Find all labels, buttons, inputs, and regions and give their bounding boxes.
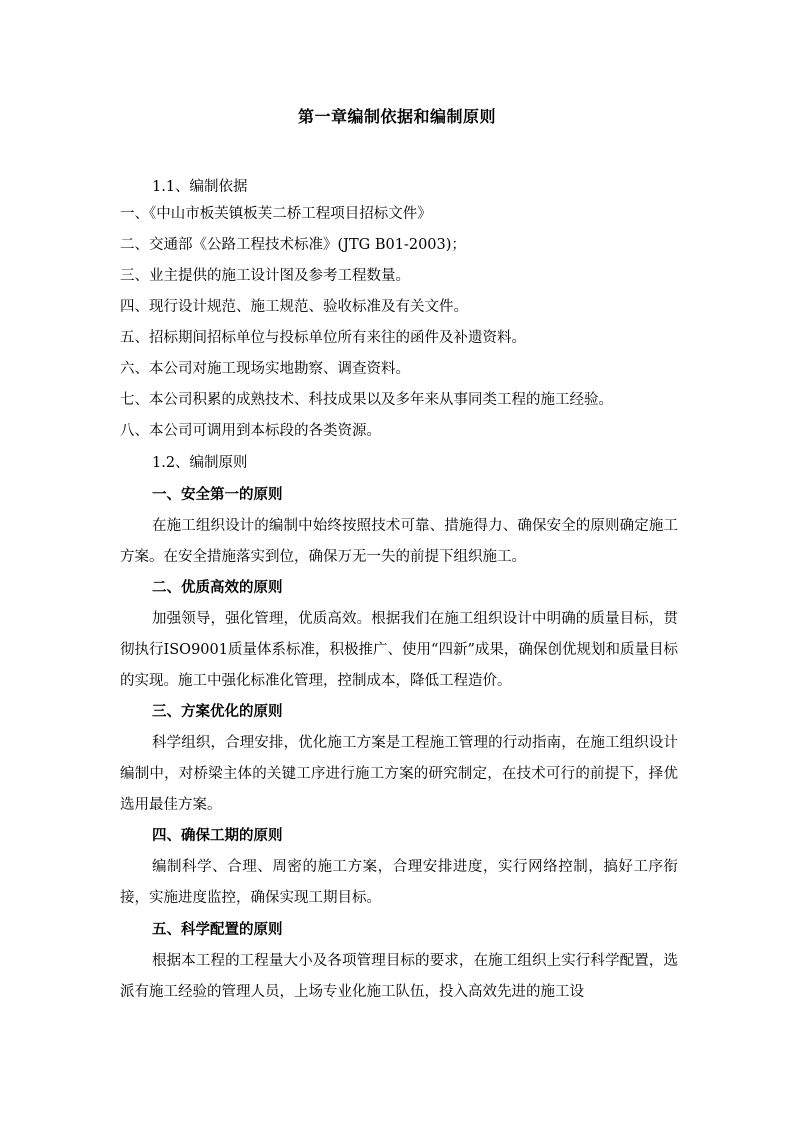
basis-item-8: 八、本公司可调用到本标段的各类资源。 xyxy=(120,423,381,439)
principle-text-quality: 加强领导，强化管理，优质高效。根据我们在施工组织设计中明确的质量目标，贯彻执行ISO9001质量体系标准，积极推广、使用“四新”成果，确保创优规划和质量目标的实现。施工中强化标准化管理，控制成本，降低工程造价。 xyxy=(120,611,678,689)
principle-text-allocation: 根据本工程的工程量大小及各项管理目标的要求，在施工组织上实行科学配置，选派有施工经验的管理人员，上场专业化施工队伍，投入高效先进的施工设 xyxy=(120,953,678,1000)
principle-heading-optimization: 三、方案优化的原则 xyxy=(152,704,283,720)
basis-item-6: 六、本公司对施工现场实地勘察、调查资料。 xyxy=(120,361,410,377)
page-title: 第一章编制依据和编制原则 xyxy=(297,107,496,126)
principle-heading-quality: 二、优质高效的原则 xyxy=(152,580,283,596)
basis-item-4: 四、现行设计规范、施工规范、验收标准及有关文件。 xyxy=(120,299,468,315)
principle-heading-schedule: 四、确保工期的原则 xyxy=(152,828,283,844)
basis-item-1: 一、《中山市板芙镇板芙二桥工程项目招标文件》 xyxy=(120,206,432,222)
section-heading-1-1: 1.1、编制依据 xyxy=(152,179,248,195)
principle-text-schedule: 编制科学、合理、周密的施工方案，合理安排进度，实行网络控制，搞好工序衔接，实施进度监控，确保实现工期目标。 xyxy=(120,859,678,906)
basis-item-5: 五、招标期间招标单位与投标单位所有来往的函件及补遗资料。 xyxy=(120,330,526,346)
principle-text-safety: 在施工组织设计的编制中始终按照技术可靠、措施得力、确保安全的原则确定施工方案。在安全措施落实到位，确保万无一失的前提下组织施工。 xyxy=(120,518,678,565)
basis-item-3: 三、业主提供的施工设计图及参考工程数量。 xyxy=(120,268,410,284)
principle-text-optimization: 科学组织，合理安排，优化施工方案是工程施工管理的行动指南，在施工组织设计编制中，对桥梁主体的关键工序进行施工方案的研究制定，在技术可行的前提下，择优选用最佳方案。 xyxy=(120,735,678,813)
principle-heading-safety: 一、安全第一的原则 xyxy=(152,487,283,503)
principle-heading-allocation: 五、科学配置的原则 xyxy=(152,922,283,938)
basis-item-2: 二、交通部《公路工程技术标准》(JTG B01-2003)； xyxy=(120,237,466,253)
section-heading-1-2: 1.2、编制原则 xyxy=(152,455,248,471)
basis-item-7: 七、本公司积累的成熟技术、科技成果以及多年来从事同类工程的施工经验。 xyxy=(120,392,613,408)
